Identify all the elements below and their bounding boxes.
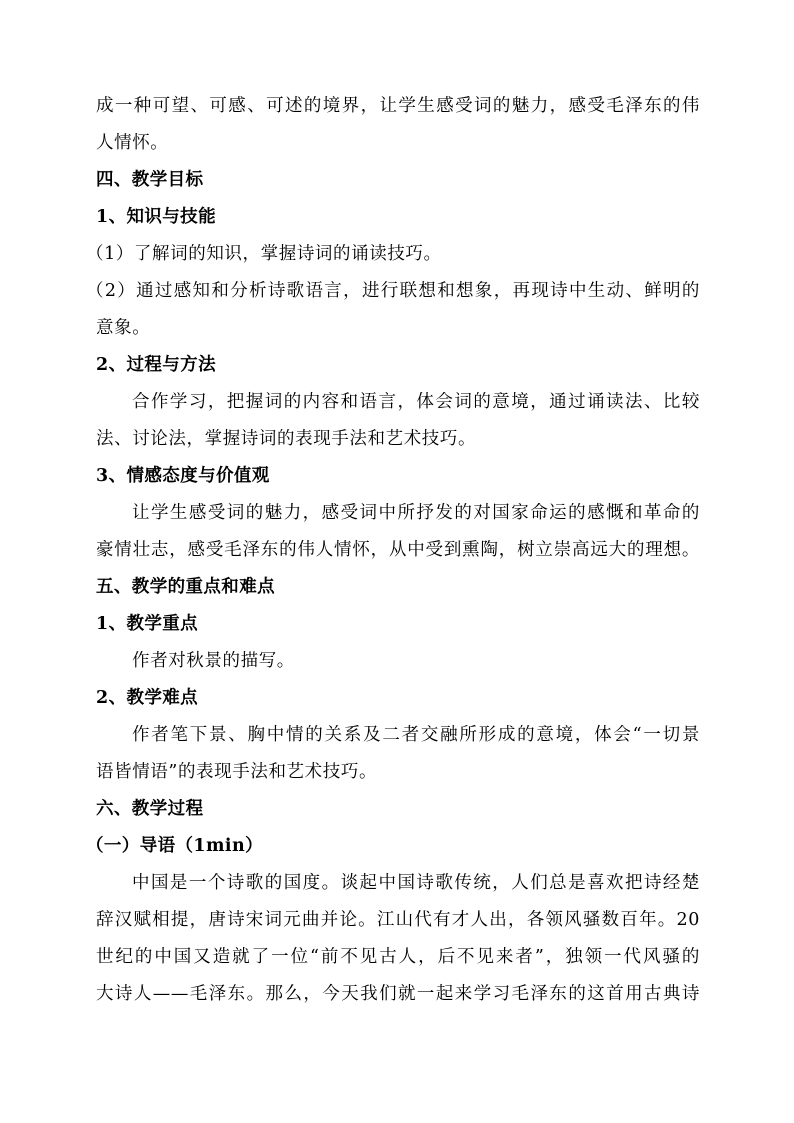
subsection-heading: 2、教学难点 [96,688,199,708]
paragraph-line: 语皆情语”的表现手法和艺术技巧。 [96,762,378,782]
subsection-heading: 1、知识与技能 [96,207,216,227]
paragraph-line: （2）通过感知和分析诗歌语言，进行联想和想象，再现诗中生动、鲜明的 [86,281,700,301]
paragraph-line: 作者对秋景的描写。 [132,651,295,671]
paragraph-line: 成一种可望、可感、可述的境界，让学生感受词的魅力，感受毛泽东的伟 [96,96,700,116]
paragraph-line: 豪情壮志，感受毛泽东的伟人情怀，从中受到熏陶，树立崇高远大的理想。 [96,540,700,560]
paragraph-line: 中国是一个诗歌的国度。谈起中国诗歌传统，人们总是喜欢把诗经楚 [132,873,700,893]
paragraph-line: 合作学习，把握词的内容和语言，体会词的意境，通过诵读法、比较 [132,392,700,412]
paragraph-line: （1）了解词的知识，掌握诗词的诵读技巧。 [86,244,442,264]
paragraph-line: 世纪的中国又造就了一位“前不见古人，后不见来者”，独领一代风骚的 [96,947,700,967]
paragraph-line: 辞汉赋相提，唐诗宋词元曲并论。江山代有才人出，各领风骚数百年。20 [96,910,700,930]
paragraph-line: 意象。 [96,318,151,338]
paragraph-line: 法、讨论法，掌握诗词的表现手法和艺术技巧。 [96,429,477,449]
subsection-heading: （一）导语（1min） [86,836,263,856]
subsection-heading: 3、情感态度与价值观 [96,466,270,486]
section-heading: 六、教学过程 [96,799,204,819]
paragraph-line: 人情怀。 [96,133,169,153]
section-heading: 四、教学目标 [96,170,204,190]
paragraph-line: 让学生感受词的魅力，感受词中所抒发的对国家命运的感慨和革命的 [132,503,700,523]
paragraph-line: 作者笔下景、胸中情的关系及二者交融所形成的意境，体会“一切景 [132,725,700,745]
paragraph-line: 大诗人——毛泽东。那么，今天我们就一起来学习毛泽东的这首用古典诗 [96,984,700,1004]
section-heading: 五、教学的重点和难点 [96,577,275,597]
subsection-heading: 1、教学重点 [96,614,199,634]
subsection-heading: 2、过程与方法 [96,355,216,375]
